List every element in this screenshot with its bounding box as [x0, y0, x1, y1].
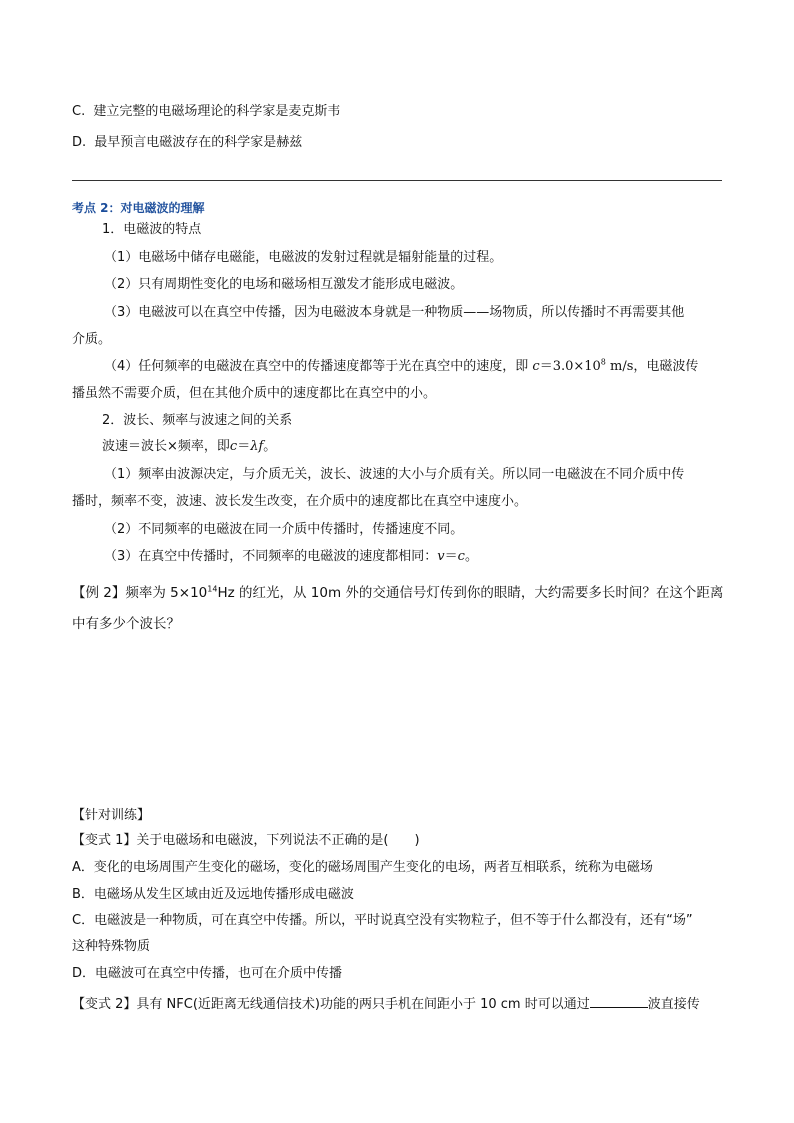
- variant-1-option-c: C．电磁波是一种物质，可在真空中传播。所以，平时说真空没有实物粒子，但不等于什么都没有，还有“场”: [72, 913, 693, 928]
- variant-1-option-a: A．变化的电场周围产生变化的磁场，变化的磁场周围产生变化的电场，两者互相联系，统称为电磁场: [72, 860, 653, 875]
- s1-item-3: （3）电磁波可以在真空中传播，因为电磁波本身就是一种物质——场物质，所以传播时不再需要其他: [104, 305, 685, 320]
- variant-1-option-b: B．电磁场从发生区域由近及远地传播形成电磁波: [72, 887, 354, 902]
- answer-blank[interactable]: [590, 995, 648, 1008]
- s2-item-3: （3）在真空中传播时，不同频率的电磁波的速度都相同：v＝c。: [104, 549, 478, 564]
- option-c-text: 建立完整的电磁场理论的科学家是麦克斯韦: [93, 104, 341, 119]
- s1-item-4: （4）任何频率的电磁波在真空中的传播速度都等于光在真空中的速度，即 $c=3.0\times 10^8$ m/s，电磁波传: [104, 357, 699, 374]
- kaodian-title: 考点 2：对电磁波的理解: [72, 201, 205, 215]
- s1-item-4-cont: 播虽然不需要介质，但在其他介质中的速度都比在真空中的小。: [72, 386, 437, 401]
- option-d-text: 最早预言电磁波存在的科学家是赫兹: [94, 135, 303, 150]
- example-2-tag: 【例 2】: [72, 585, 126, 601]
- variant-1-tag: 【变式 1】: [72, 833, 137, 848]
- s1-item-1: （1）电磁场中储存电磁能，电磁波的发射过程就是辐射能量的过程。: [104, 250, 503, 265]
- s1-item-3-cont: 介质。: [72, 332, 112, 347]
- variant-2-tag: 【变式 2】: [72, 997, 137, 1012]
- s2-item-1: （1）频率由波源决定，与介质无关，波长、波速的大小与介质有关。所以同一电磁波在不同介质中传: [104, 467, 685, 482]
- variant-2-stem: 【变式 2】具有 NFC(近距离无线通信技术)功能的两只手机在间距小于 10 cm 时可以通过 波直接传: [72, 997, 700, 1012]
- option-c: C. 建立完整的电磁场理论的科学家是麦克斯韦: [72, 104, 341, 119]
- s1-item-2: （2）只有周期性变化的电场和磁场相互激发才能形成电磁波。: [104, 277, 464, 292]
- s2-item-2: （2）不同频率的电磁波在同一介质中传播时，传播速度不同。: [104, 522, 464, 537]
- example-2: 【例 2】频率为 $5\times 10^{14}Hz$ 的红光，从 10m 外的交通信号灯传到你的眼睛，大约需要多长时间？在这个距离: [72, 584, 724, 601]
- option-d: D. 最早预言电磁波存在的科学家是赫兹: [72, 135, 303, 150]
- s2-item-1-cont: 播时，频率不变，波速、波长发生改变，在介质中的速度都比在真空中速度小。: [72, 494, 528, 509]
- variant-1-stem: 【变式 1】关于电磁场和电磁波，下列说法不正确的是( ): [72, 833, 420, 848]
- training-title: 【针对训练】: [72, 808, 151, 823]
- section-divider: [72, 180, 722, 181]
- example-2-cont: 中有多少个波长？: [72, 616, 180, 632]
- variant-1-option-c-cont: 这种特殊物质: [72, 939, 151, 954]
- s2-formula: 波速＝波长×频率，即c＝λf。: [102, 439, 277, 454]
- variant-1-option-d: D．电磁波可在真空中传播，也可在介质中传播: [72, 966, 343, 981]
- s1-title: 1．电磁波的特点: [102, 222, 202, 237]
- s2-title: 2．波长、频率与波速之间的关系: [102, 413, 293, 428]
